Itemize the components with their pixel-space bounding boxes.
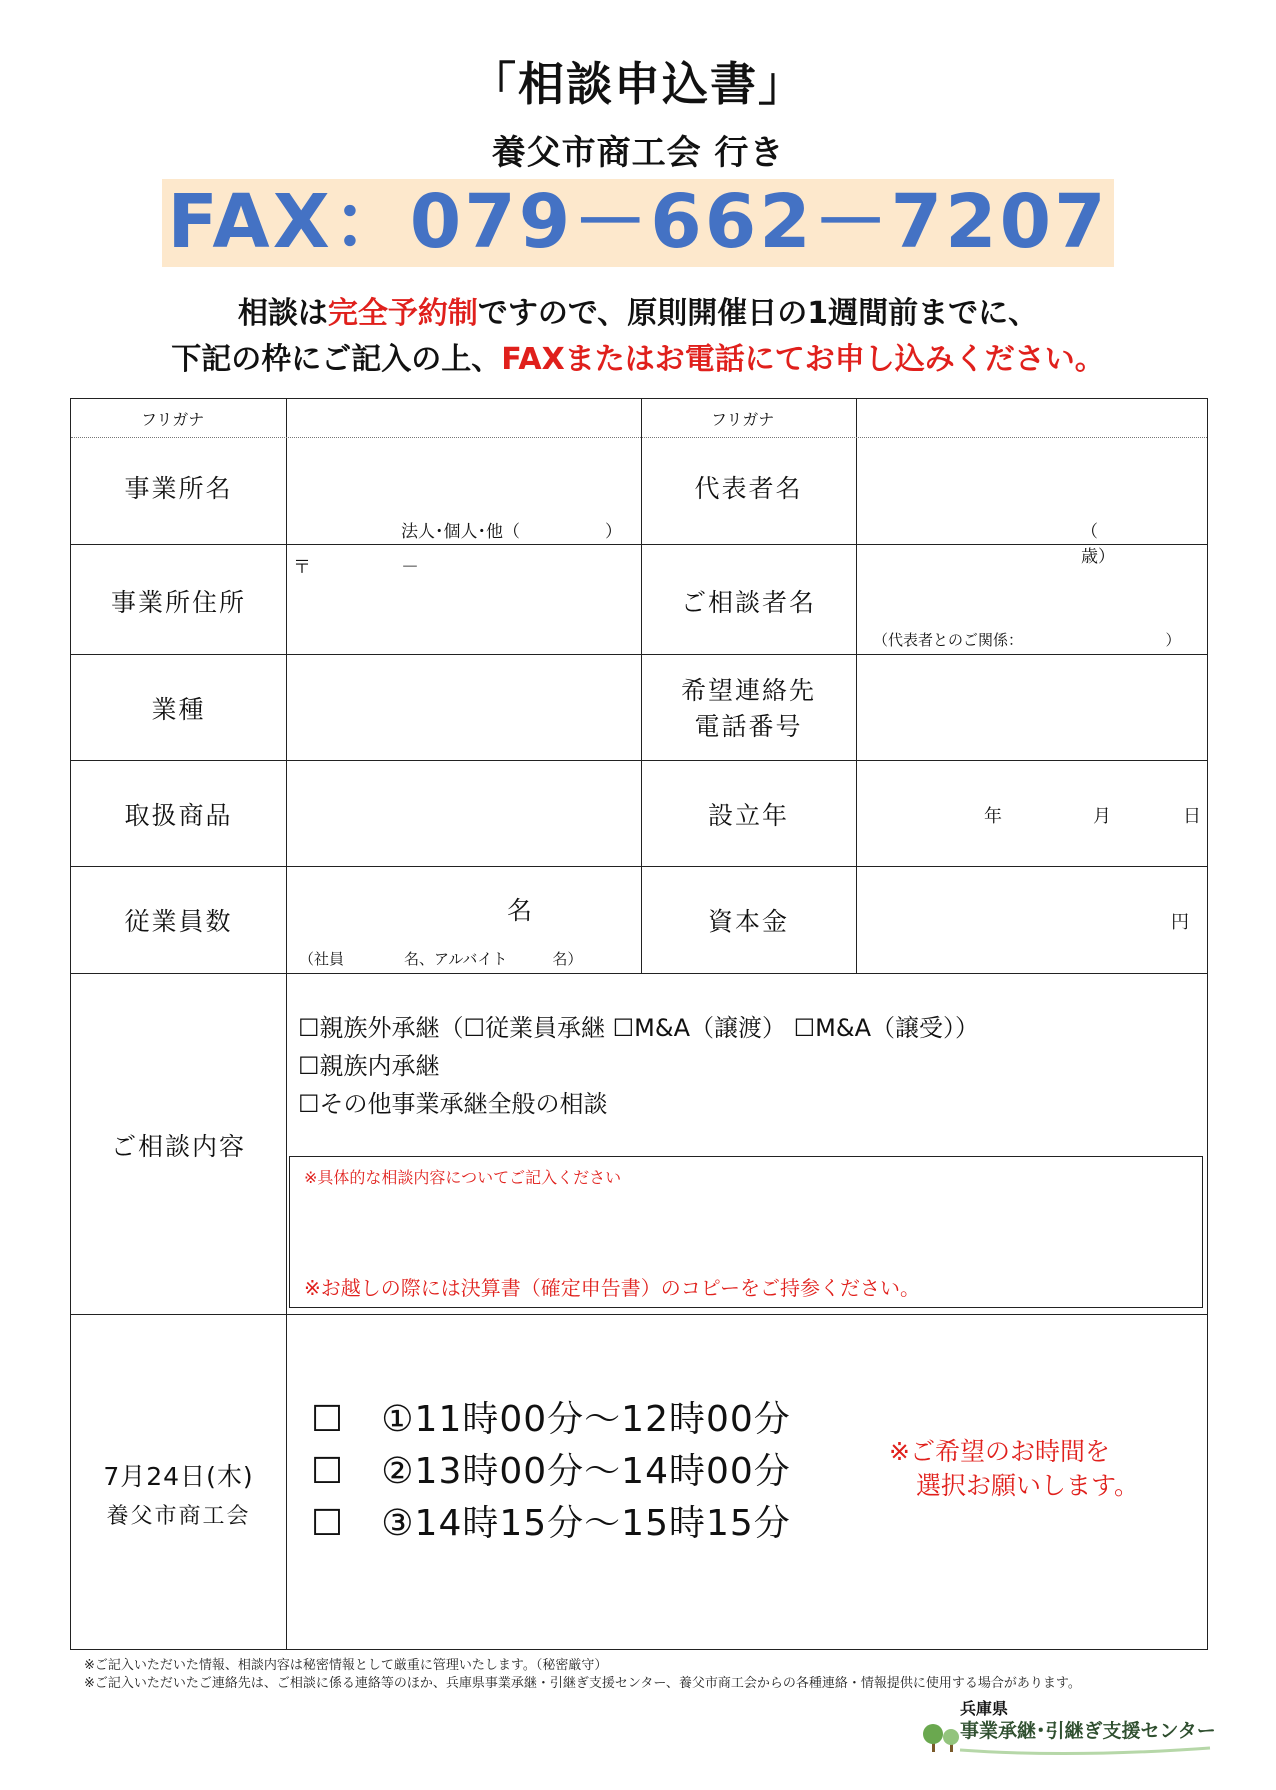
checkbox-general[interactable]: ☐その他事業承継全般の相談 [298,1090,608,1118]
corp-type-field[interactable]: 法人･個人･他（ ） [401,522,622,542]
notice-line-2 [0,334,1276,378]
logo-line-1: 兵庫県 [960,1699,1009,1718]
employees-label: 従業員数 [124,907,233,936]
yen-unit: 円 [1171,912,1189,933]
checkbox-other-family[interactable]: ☐親族外承継（☐従業員承継 ☐M&A（譲渡） ☐M&A（譲受）） [298,1014,979,1042]
month-unit: 月 [1093,806,1111,827]
founded-label: 設立年 [707,801,789,830]
notice-emphasis: 完全予約制 [327,296,478,331]
addressee: 養父市商工会 行き [491,133,785,173]
footnote-contact-use: ※ご記入いただいたご連絡先は、ご相談に係る連絡等のほか、兵庫県事業承継・引継ぎ支援センター、養父市商工会からの各種連絡・情報提供に使用する場合があります。 [84,1676,1081,1691]
consult-content-label: ご相談内容 [110,1132,246,1161]
capital-label: 資本金 [707,907,789,936]
slot-note-1: ※ご希望のお時間を [889,1437,1110,1466]
divider [286,399,287,973]
office-name-label: 事業所名 [124,474,233,503]
consultant-name-label: ご相談者名 [680,588,816,617]
notice-text: ですので、原則開催日の1週間前までに、 [477,296,1039,331]
notice-emphasis: FAXまたはお電話にてお申し込みください。 [501,342,1105,377]
time-slot-1[interactable]: ☐ ①11時00分～12時00分 [311,1399,791,1440]
event-venue: 養父市商工会 [106,1504,251,1529]
divider [71,973,1207,974]
year-unit: 年 [984,806,1002,827]
notice-text: 下記の枠にご記入の上、 [171,342,502,377]
furigana-label: フリガナ [141,410,205,429]
day-unit: 日 [1183,806,1201,827]
divider [286,973,287,1649]
divider [71,437,1207,438]
relation-field[interactable]: （代表者とのご関係： ） [873,631,1181,649]
center-logo [920,1700,1220,1756]
notice-line-1 [0,288,1276,332]
rep-name-label: 代表者名 [694,474,803,503]
page-title: 「相談申込書」 [470,57,806,111]
time-slot-2[interactable]: ☐ ②13時00分～14時00分 [311,1451,791,1492]
divider [71,654,1207,655]
age-field[interactable]: （ 歳） [1081,522,1183,567]
employees-breakdown-field[interactable]: （社員 名、アルバイト 名） [299,950,583,968]
divider [856,399,857,973]
bring-documents-note: ※お越しの際には決算書（確定申告書）のコピーをご持参ください。 [304,1276,920,1300]
time-slot-3[interactable]: ☐ ③14時15分～15時15分 [311,1503,791,1544]
contact-label-2: 電話番号 [694,712,803,741]
industry-label: 業種 [151,695,206,724]
checkbox-in-family[interactable]: ☐親族内承継 [298,1052,440,1080]
divider [71,544,1207,545]
divider [71,866,1207,867]
specific-instruction: ※具体的な相談内容についてご記入ください [304,1168,622,1187]
footnote-confidential: ※ご記入いただいた情報、相談内容は秘密情報として厳重に管理いたします。（秘密厳守） [84,1658,608,1673]
application-form [70,398,1208,1650]
logo-line-2: 事業承継･引継ぎ支援センター [960,1720,1216,1742]
office-address-label: 事業所住所 [110,588,246,617]
contact-label-1: 希望連絡先 [680,676,816,705]
divider [71,1314,1207,1315]
furigana-label: フリガナ [711,410,775,429]
consult-detail-textbox[interactable] [289,1156,1203,1308]
fax-number: FAX：079－662－7207 [167,179,1109,265]
products-label: 取扱商品 [124,801,233,830]
employees-unit: 名 [507,896,535,925]
notice-text: 相談は [237,296,328,331]
postal-field[interactable]: 〒 － [293,557,419,578]
event-date: 7月24日(木) [103,1462,254,1491]
slot-note-2: 選択お願いします。 [916,1471,1140,1500]
divider [71,760,1207,761]
